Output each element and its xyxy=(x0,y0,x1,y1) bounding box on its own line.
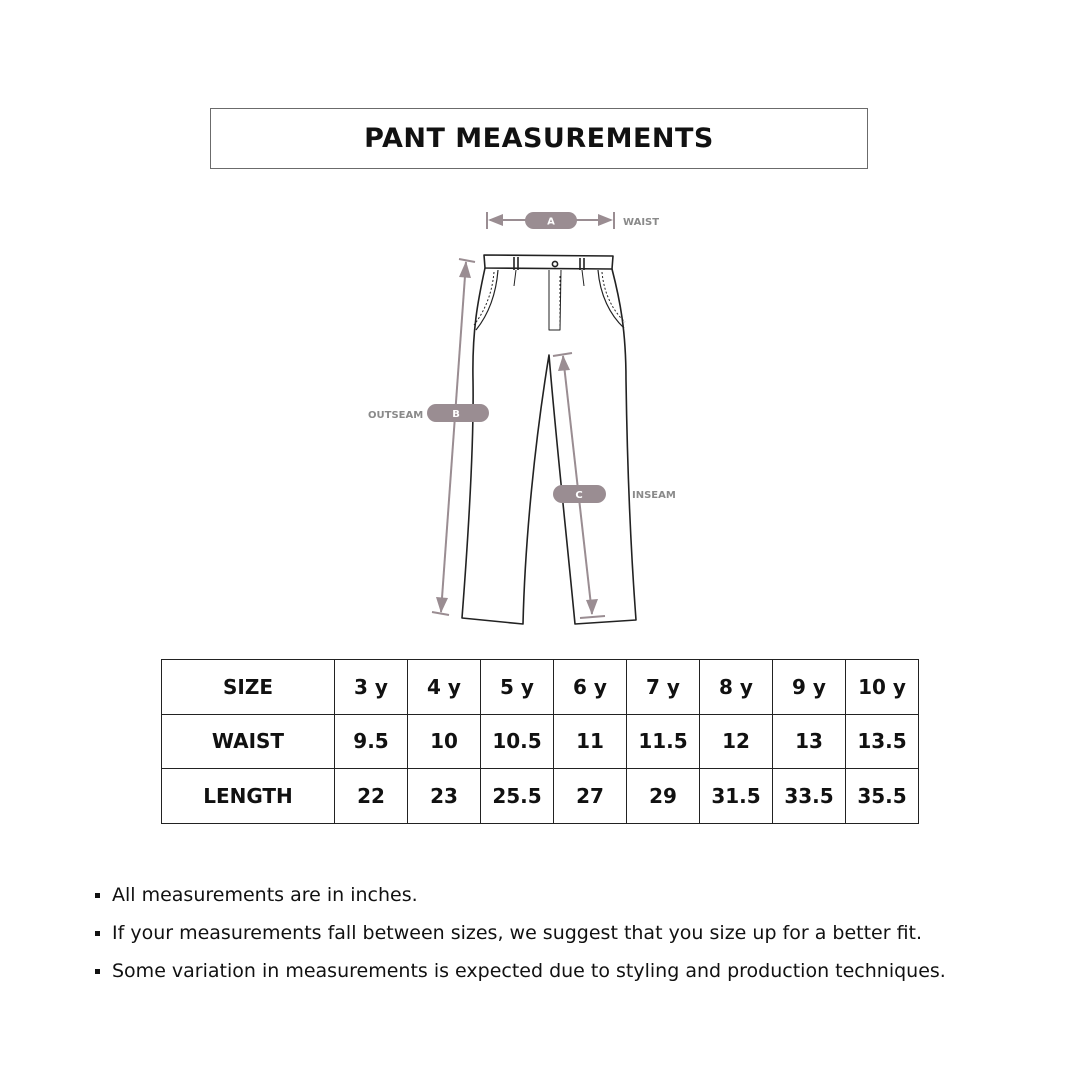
table-cell: 35.5 xyxy=(846,769,919,824)
bullet-icon xyxy=(95,893,100,898)
size-row xyxy=(162,660,919,715)
page-title: PANT MEASUREMENTS xyxy=(364,123,714,154)
table-cell: 3 y xyxy=(335,660,408,715)
arrow-up-icon xyxy=(558,355,570,371)
row-header: WAIST xyxy=(162,714,335,769)
waist-row xyxy=(162,714,919,769)
badge-a-label: A xyxy=(547,216,555,228)
table-cell: 5 y xyxy=(481,660,554,715)
list-item xyxy=(92,876,1052,914)
table-cell: 12 xyxy=(700,714,773,769)
table-cell: 7 y xyxy=(627,660,700,715)
title-box xyxy=(210,108,868,169)
arrow-up-icon xyxy=(459,261,471,278)
outseam-label: OUTSEAM xyxy=(368,410,424,421)
table-cell: 8 y xyxy=(700,660,773,715)
table-cell: 10 y xyxy=(846,660,919,715)
size-table xyxy=(161,659,919,824)
arrow-down-icon xyxy=(436,597,448,613)
list-item xyxy=(92,952,1052,990)
badge-c-label: C xyxy=(575,490,583,501)
list-item xyxy=(92,914,1052,952)
table-cell: 22 xyxy=(335,769,408,824)
pant-diagram xyxy=(360,200,720,640)
bullet-icon xyxy=(95,969,100,974)
table-cell: 4 y xyxy=(408,660,481,715)
waist-label: WAIST xyxy=(623,217,660,228)
table-cell: 9 y xyxy=(773,660,846,715)
row-header: SIZE xyxy=(162,660,335,715)
note-text: If your measurements fall between sizes, we suggest that you size up for a better fit. xyxy=(112,922,923,944)
table-cell: 13 xyxy=(773,714,846,769)
arrow-right-icon xyxy=(598,214,613,226)
notes-list xyxy=(92,876,1052,990)
table-cell: 9.5 xyxy=(335,714,408,769)
bullet-icon xyxy=(95,931,100,936)
table-cell: 10.5 xyxy=(481,714,554,769)
row-header: LENGTH xyxy=(162,769,335,824)
pants-outline xyxy=(462,255,636,624)
table-cell: 6 y xyxy=(554,660,627,715)
note-text: All measurements are in inches. xyxy=(112,884,418,906)
table-cell: 23 xyxy=(408,769,481,824)
table-cell: 27 xyxy=(554,769,627,824)
table-cell: 11 xyxy=(554,714,627,769)
arrow-down-icon xyxy=(586,599,598,615)
table-cell: 13.5 xyxy=(846,714,919,769)
table-cell: 33.5 xyxy=(773,769,846,824)
length-row xyxy=(162,769,919,824)
inseam-measure xyxy=(553,353,676,618)
table-cell: 11.5 xyxy=(627,714,700,769)
table-cell: 10 xyxy=(408,714,481,769)
inseam-label: INSEAM xyxy=(632,490,676,501)
badge-b-label: B xyxy=(452,409,460,420)
outseam-measure xyxy=(368,259,489,615)
table-cell: 25.5 xyxy=(481,769,554,824)
waist-measure xyxy=(487,212,659,229)
table-cell: 29 xyxy=(627,769,700,824)
arrow-left-icon xyxy=(488,214,503,226)
table-cell: 31.5 xyxy=(700,769,773,824)
note-text: Some variation in measurements is expected due to styling and production techniques. xyxy=(112,960,946,982)
